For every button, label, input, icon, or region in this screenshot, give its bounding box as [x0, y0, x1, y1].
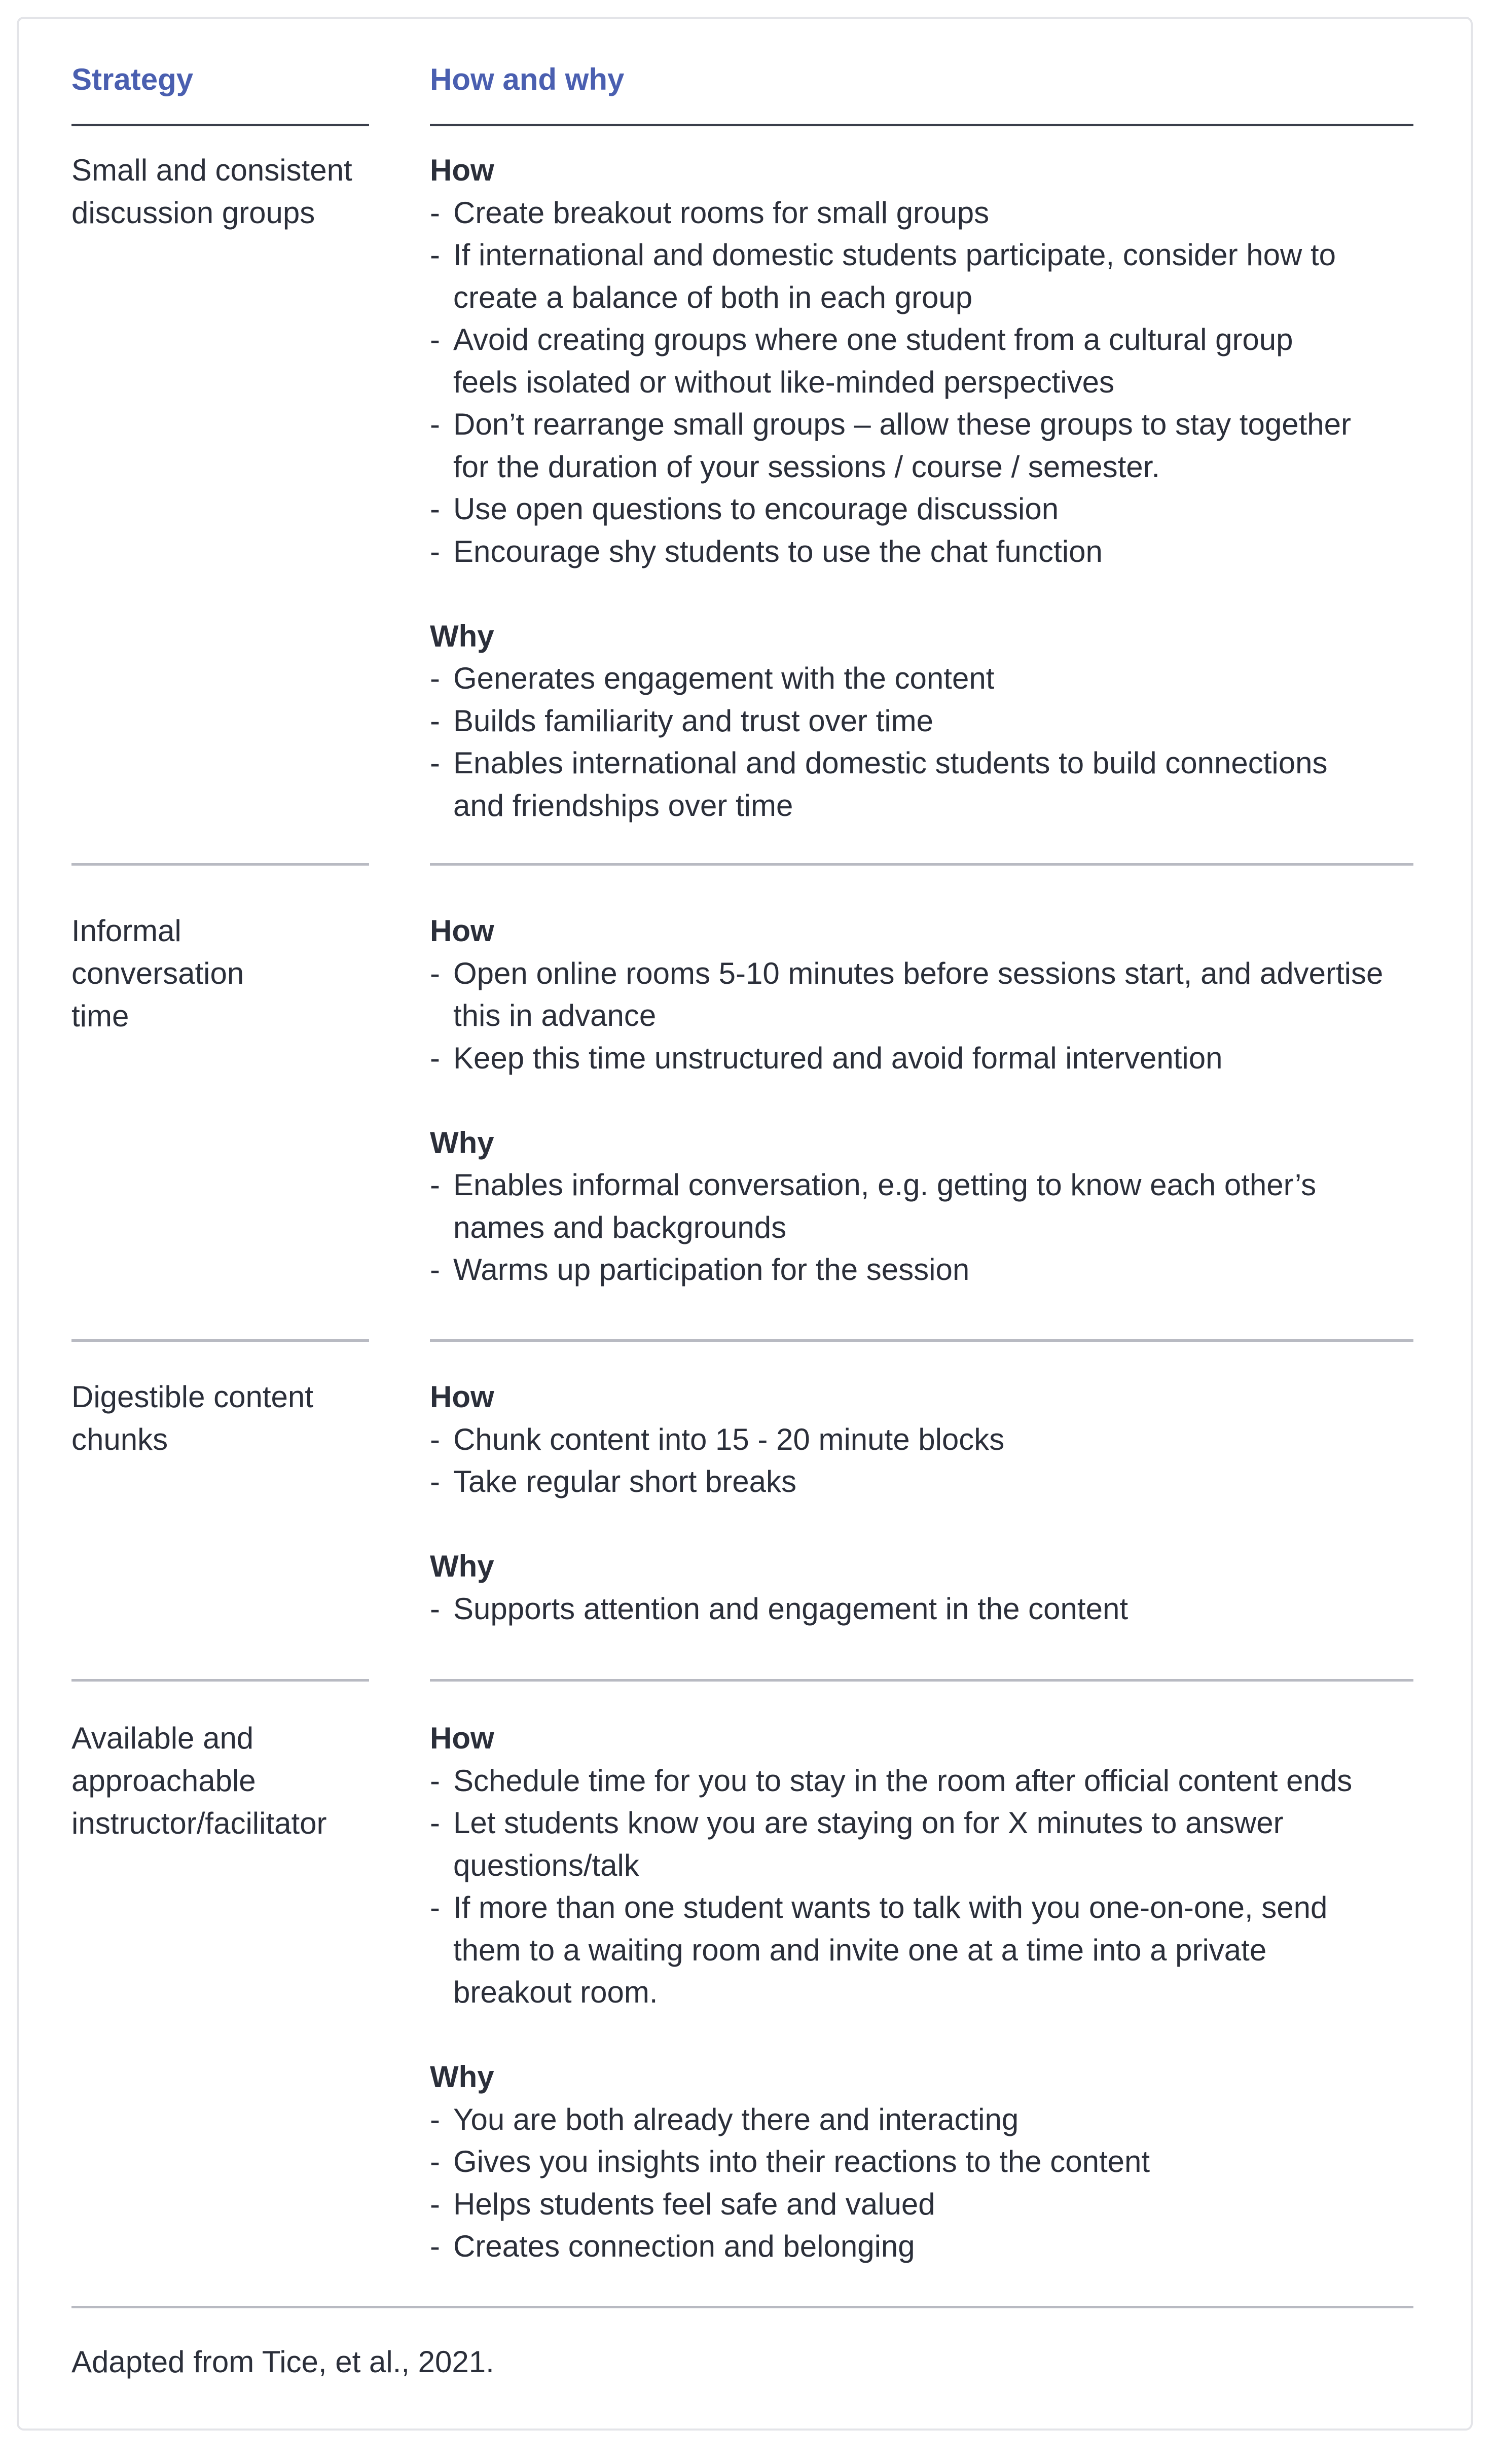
list-item: - Gives you insights into their reactions to the content	[430, 2145, 1150, 2179]
list-item: - Creates connection and belonging	[430, 2229, 915, 2263]
header-rule-strategy	[71, 124, 369, 126]
list-item: - Create breakout rooms for small groups	[430, 195, 990, 230]
list-item: - Chunk content into 15 - 20 minute blocks	[430, 1422, 1005, 1456]
how-title: How	[430, 1380, 494, 1414]
how-list	[430, 952, 1413, 1080]
list-item: - Enables informal conversation, e.g. getting to know each other’s names and backgrounds	[430, 1168, 1317, 1244]
row-divider	[430, 863, 1413, 866]
how-title: How	[430, 914, 494, 948]
how-list	[430, 192, 1413, 573]
list-item: - Generates engagement with the content	[430, 661, 995, 695]
list-item: - Builds familiarity and trust over time	[430, 703, 933, 738]
row-divider	[430, 1339, 1413, 1342]
row-divider	[71, 1679, 369, 1682]
row-divider	[71, 1339, 369, 1342]
list-item: - Use open questions to encourage discussion	[430, 492, 1059, 526]
list-item: - Take regular short breaks	[430, 1465, 796, 1498]
list-item: - Don’t rearrange small groups – allow these groups to stay together for the duration of your sessions / course / semester.	[430, 407, 1351, 484]
header-rule-how	[430, 124, 1413, 126]
how-why-cell-4	[430, 1717, 1413, 2268]
footer-divider	[71, 2306, 1413, 2308]
how-title: How	[430, 153, 494, 187]
column-header-how-and-why: How and why	[430, 62, 625, 96]
why-list	[430, 1588, 1413, 1630]
list-item: - Supports attention and engagement in the content	[430, 1591, 1128, 1626]
strategy-cell-2: Informal conversation time	[71, 914, 244, 1033]
list-item: - If more than one student wants to talk with you one-on-one, send them to a waiting room and invite one at a time into a private breakout room.	[430, 1890, 1328, 2009]
citation: Adapted from Tice, et al., 2021.	[71, 2345, 494, 2379]
how-why-cell-3	[430, 1376, 1413, 1630]
list-item: - Enables international and domestic students to build connections and friendships over time	[430, 746, 1328, 823]
strategy-cell-3: Digestible content chunks	[71, 1380, 313, 1456]
strategy-cell-4: Available and approachable instructor/facilitator	[71, 1721, 327, 1840]
column-header-strategy: Strategy	[71, 62, 194, 96]
why-list	[430, 1164, 1413, 1291]
list-item: - Open online rooms 5-10 minutes before sessions start, and advertise this in advance	[430, 956, 1384, 1032]
strategy-cell-1: Small and consistent discussion groups	[71, 153, 352, 230]
list-item: - Keep this time unstructured and avoid formal intervention	[430, 1041, 1223, 1075]
list-item: - Let students know you are staying on for X minutes to answer questions/talk	[430, 1806, 1284, 1882]
list-item: - Encourage shy students to use the chat function	[430, 534, 1103, 568]
list-item: - Warms up participation for the session	[430, 1253, 970, 1287]
why-list	[430, 2098, 1413, 2268]
why-title: Why	[430, 1125, 494, 1160]
how-list	[430, 1418, 1413, 1503]
why-title: Why	[430, 619, 494, 653]
list-item: - Avoid creating groups where one student from a cultural group feels isolated or without like-minded perspectives	[430, 323, 1293, 399]
row-divider	[71, 863, 369, 866]
list-item: - Helps students feel safe and valued	[430, 2187, 935, 2221]
row-divider	[430, 1679, 1413, 1682]
how-list	[430, 1760, 1413, 2014]
how-title: How	[430, 1721, 494, 1755]
how-why-cell-2	[430, 910, 1413, 1291]
how-why-cell-1	[430, 149, 1413, 827]
list-item: - You are both already there and interacting	[430, 2102, 1019, 2136]
list-item: - Schedule time for you to stay in the room after official content ends	[430, 1763, 1353, 1798]
list-item: - If international and domestic students participate, consider how to create a balance of both in each group	[430, 238, 1336, 314]
why-list	[430, 657, 1413, 827]
why-title: Why	[430, 2060, 494, 2094]
why-title: Why	[430, 1549, 494, 1583]
